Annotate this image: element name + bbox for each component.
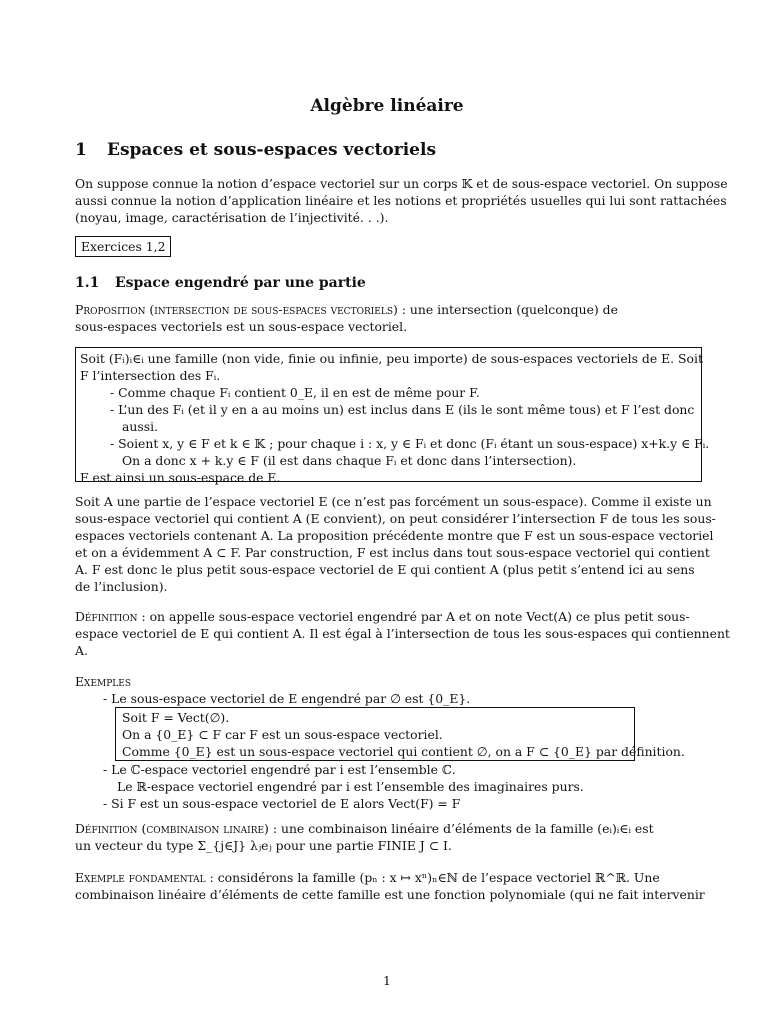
- definition-paragraph: [75, 608, 730, 659]
- text-line: : considérons la famille (pₙ : x ↦ xⁿ)ₙ∈ℕ de l’espace vectoriel ℝ^ℝ. Une: [205, 870, 660, 885]
- subsection-heading: [75, 275, 366, 292]
- intro-paragraph: [75, 175, 728, 226]
- text-line: un vecteur du type Σ_{j∈J} λⱼeⱼ pour une partie FINIE J ⊂ I.: [75, 838, 452, 853]
- proof-line: - Soient x, y ∈ F et k ∈ 𝕂 ; pour chaque i : x, y ∈ Fᵢ et donc (Fᵢ étant un sous-espace) x+k.y ∈ Fᵢ.: [110, 436, 710, 451]
- section-number: 1: [75, 140, 87, 160]
- section-heading: [75, 142, 436, 159]
- proof-line: - Comme chaque Fᵢ contient 0_E, il en est de même pour F.: [110, 385, 480, 400]
- proof-line: Soit F = Vect(∅).: [122, 710, 230, 725]
- proof-line: F est ainsi un sous-espace de E.: [80, 470, 281, 485]
- exercises-box: Exercices 1,2: [75, 236, 171, 257]
- text-line: aussi connue la notion d’application linéaire et les notions et propriétés usuelles qui lui sont rattachées: [75, 193, 727, 208]
- text-line: et on a évidemment A ⊂ F. Par construction, F est inclus dans tout sous-espace vectoriel qui contient: [75, 545, 710, 560]
- proof-line: Soit (Fᵢ)ᵢ∈ᵢ une famille (non vide, finie ou infinie, peu importe) de sous-espaces vectoriels de E. Soit: [80, 351, 703, 366]
- definition-head: Définition: [75, 609, 138, 624]
- examples-continued: [75, 761, 699, 812]
- subsection-title: Espace engendré par une partie: [115, 275, 366, 291]
- proof-line: On a {0_E} ⊂ F car F est un sous-espace vectoriel.: [122, 727, 443, 742]
- page-number: 1: [383, 973, 391, 988]
- proof-line: F l’intersection des Fᵢ.: [80, 368, 221, 383]
- example-item: - Si F est un sous-espace vectoriel de E alors Vect(F) = F: [103, 796, 461, 811]
- proof-line: On a donc x + k.y ∈ F (il est dans chaque Fᵢ et donc dans l’intersection).: [122, 453, 577, 468]
- proof-line: aussi.: [122, 419, 158, 434]
- text-line: A. F est donc le plus petit sous-espace vectoriel de E qui contient A (plus petit s’entend ici au sens: [75, 562, 695, 577]
- text-line: espace vectoriel de E qui contient A. Il est égal à l’intersection de tous les sous-espaces qui contiennent: [75, 626, 730, 641]
- text-line: combinaison linéaire d’éléments de cette famille est une fonction polynomiale (qui ne fait intervenir: [75, 887, 705, 902]
- text-line: : on appelle sous-espace vectoriel engendré par A et on note Vect(A) ce plus petit sous-: [137, 609, 690, 624]
- text-line: de l’inclusion).: [75, 579, 168, 594]
- proposition-paragraph: [75, 301, 699, 335]
- text-line: A.: [75, 643, 88, 658]
- definition-combination: [75, 820, 699, 854]
- text-line: On suppose connue la notion d’espace vectoriel sur un corps 𝕂 et de sous-espace vectoriel. On suppose: [75, 176, 728, 191]
- example-item: - Le ℂ-espace vectoriel engendré par i est l’ensemble ℂ.: [103, 762, 456, 777]
- text-line: sous-espaces vectoriels est un sous-espace vectoriel.: [75, 319, 408, 334]
- text-line: Soit A une partie de l’espace vectoriel E (ce n’est pas forcément un sous-espace). Comme il existe un: [75, 494, 712, 509]
- text-line: espaces vectoriels contenant A. La proposition précédente montre que F est un sous-espace vectoriel: [75, 528, 714, 543]
- span-paragraph: [75, 493, 716, 595]
- text-line: (noyau, image, caractérisation de l’injectivité. . .).: [75, 210, 389, 225]
- proposition-head: Proposition (intersection de sous-espaces vectoriels): [75, 302, 398, 317]
- example-fundamental: [75, 869, 705, 903]
- text-line: : une combinaison linéaire d’éléments de la famille (eᵢ)ᵢ∈ᵢ est: [268, 821, 654, 836]
- example-head: Exemple fondamental: [75, 870, 206, 885]
- example-item: - Le sous-espace vectoriel de E engendré par ∅ est {0_E}.: [103, 691, 471, 706]
- proof-box: [75, 347, 710, 485]
- subsection-number: 1.1: [75, 275, 100, 291]
- examples-section: [75, 673, 699, 707]
- definition-head: Définition (combinaison linaire): [75, 821, 269, 836]
- examples-head: Exemples: [75, 674, 132, 689]
- example-proof-box: [115, 707, 685, 761]
- section-title: Espaces et sous-espaces vectoriels: [107, 140, 437, 160]
- proof-line: - L’un des Fᵢ (et il y en a au moins un) est inclus dans E (ils le sont même tous) et F l’est donc: [110, 402, 695, 417]
- document-title: Algèbre linéaire: [310, 96, 464, 116]
- text-line: sous-espace vectoriel qui contient A (E convient), on peut considérer l’intersection F de tous les sous-: [75, 511, 716, 526]
- text-line: : une intersection (quelconque) de: [397, 302, 618, 317]
- example-item: Le ℝ-espace vectoriel engendré par i est l’ensemble des imaginaires purs.: [117, 779, 584, 794]
- proof-line: Comme {0_E} est un sous-espace vectoriel qui contient ∅, on a F ⊂ {0_E} par définition.: [122, 744, 685, 759]
